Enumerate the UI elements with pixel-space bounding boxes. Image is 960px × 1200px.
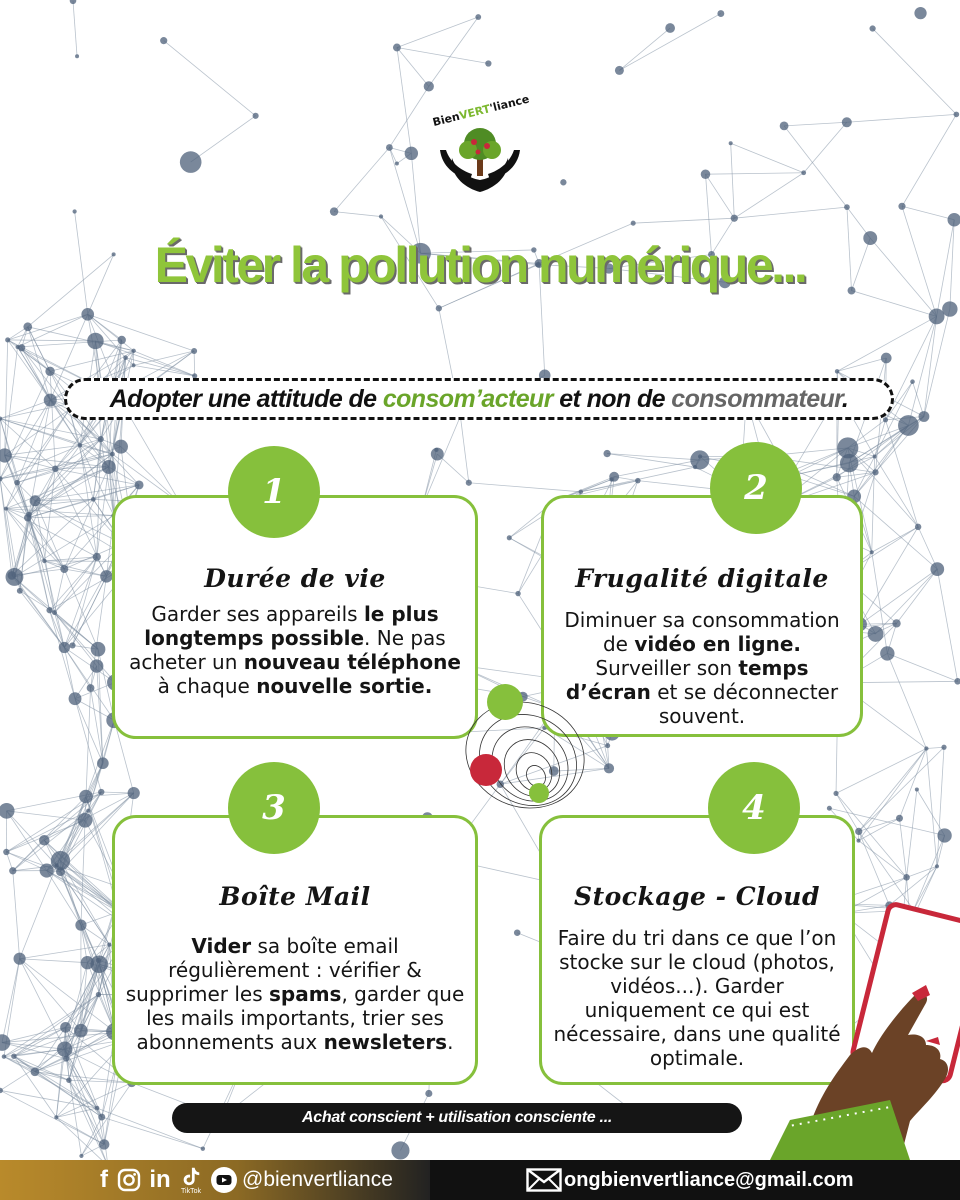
network-line (8, 340, 51, 400)
network-node (95, 1106, 100, 1111)
network-node (30, 495, 41, 506)
network-node (114, 440, 128, 454)
network-node (393, 44, 401, 52)
network-line (5, 455, 109, 467)
network-node (69, 642, 75, 648)
network-node (128, 787, 140, 799)
network-node (915, 524, 921, 530)
network-line (20, 865, 57, 958)
network-line (57, 865, 119, 911)
network-node (603, 450, 610, 457)
network-node (892, 619, 900, 627)
network-line (902, 206, 954, 219)
network-node (855, 828, 862, 835)
network-node (0, 803, 15, 819)
network-node (102, 460, 116, 474)
network-line (397, 47, 411, 153)
network-node (729, 141, 733, 145)
network-node (87, 684, 95, 692)
card-body-text: Faire du tri dans ce que l’on stocke sur le cloud (photos, vidéos...). Garder uniquement ce qui est nécessaire, dans une qualité optimale. (553, 926, 841, 1070)
network-node (615, 66, 624, 75)
network-node (91, 642, 106, 657)
network-node (870, 550, 874, 554)
network-node (57, 1041, 72, 1056)
network-line (852, 291, 937, 317)
network-node (0, 476, 3, 481)
network-node (97, 757, 109, 769)
network-line (2, 1043, 65, 1050)
network-node (717, 10, 724, 17)
network-node (98, 1114, 105, 1121)
network-line (6, 509, 114, 516)
network-node (903, 874, 910, 881)
network-node (201, 1146, 205, 1150)
network-line (334, 212, 381, 217)
network-node (96, 992, 101, 997)
card-body (125, 934, 465, 1054)
network-line (164, 41, 256, 116)
youtube-icon[interactable] (210, 1166, 238, 1194)
network-node (96, 958, 101, 963)
network-node (46, 607, 52, 613)
network-node (954, 678, 960, 685)
network-node (14, 480, 20, 486)
network-line (614, 460, 700, 477)
network-node (605, 743, 610, 748)
network-line (194, 351, 195, 376)
network-line (469, 483, 581, 492)
card-body-bold: Vider (191, 934, 252, 958)
network-node (935, 864, 939, 868)
network-node (701, 169, 711, 179)
network-line (334, 147, 389, 211)
network-node (579, 490, 583, 494)
page-title: Éviter la pollution numérique... (154, 237, 806, 293)
network-node (9, 867, 16, 874)
network-node (42, 559, 46, 563)
network-line (907, 790, 917, 878)
network-node (99, 1139, 109, 1149)
network-node (910, 379, 915, 384)
network-node (930, 562, 944, 576)
network-node (954, 112, 960, 118)
network-node (39, 835, 50, 846)
card-body-bold: le plus longtemps possible (144, 602, 439, 650)
card-body-bold: nouvelle sortie. (256, 674, 433, 698)
network-line (734, 207, 847, 218)
network-line (66, 1059, 108, 1166)
card-body (125, 602, 465, 698)
network-node (780, 121, 789, 130)
network-node (18, 344, 25, 351)
network-node (40, 863, 54, 877)
network-node (118, 336, 126, 344)
network-node (837, 437, 858, 458)
network-node (87, 333, 103, 349)
network-node (86, 809, 90, 813)
network-line (886, 420, 919, 527)
network-line (899, 748, 926, 818)
card-number-badge: 4 (708, 762, 800, 854)
network-node (81, 308, 94, 321)
network-node (66, 1078, 71, 1083)
network-node (868, 626, 884, 642)
network-node (919, 411, 930, 422)
network-node (609, 472, 619, 482)
network-node (827, 806, 832, 811)
network-node (857, 839, 861, 843)
tiktok-label: TikTok (181, 1188, 201, 1195)
network-line (5, 410, 70, 456)
network-line (633, 218, 734, 223)
network-node (915, 787, 919, 791)
network-node (929, 309, 945, 325)
network-line (460, 416, 468, 483)
network-node (100, 570, 112, 582)
network-node (98, 789, 104, 795)
network-node (466, 480, 472, 486)
card-body-text: . Ne pas acheter un (129, 626, 446, 674)
facebook-icon[interactable]: f (100, 1166, 108, 1193)
decorative-rings (450, 680, 600, 820)
network-node (434, 448, 438, 452)
network-line (81, 820, 85, 925)
network-node (330, 207, 338, 215)
network-line (937, 569, 957, 681)
card-number-badge: 3 (228, 762, 320, 854)
card-boite-mail (112, 815, 478, 1085)
social-handle[interactable]: @bienvertliance (242, 1168, 393, 1191)
network-node (51, 851, 70, 870)
network-node (941, 745, 946, 750)
network-node (74, 1024, 88, 1038)
network-line (875, 456, 918, 526)
network-node (485, 60, 491, 66)
network-line (73, 1, 77, 56)
network-line (86, 688, 91, 796)
network-line (191, 116, 256, 162)
network-line (429, 17, 478, 86)
network-node (54, 863, 58, 867)
network-node (395, 162, 399, 166)
network-node (635, 478, 641, 484)
network-node (436, 305, 442, 311)
card-body-text: à chaque (157, 674, 257, 698)
network-line (50, 610, 75, 699)
card-title: Frugalité digitale (575, 564, 829, 593)
tiktok-icon[interactable] (180, 1165, 202, 1187)
network-node (14, 953, 26, 965)
network-node (914, 7, 926, 19)
network-node (8, 571, 17, 580)
network-line (619, 28, 670, 70)
network-node (604, 763, 614, 773)
network-node (898, 203, 905, 210)
network-node (191, 348, 197, 354)
network-node (52, 466, 58, 472)
network-line (873, 29, 957, 115)
network-node (425, 1090, 432, 1097)
network-node (131, 349, 135, 353)
network-node (75, 920, 86, 931)
network-line (902, 114, 956, 206)
network-line (924, 309, 950, 416)
network-node (690, 450, 709, 469)
network-node (79, 1154, 83, 1158)
network-node (665, 23, 675, 33)
network-node (631, 221, 636, 226)
network-node (801, 170, 806, 175)
instagram-icon[interactable] (117, 1168, 141, 1192)
network-line (860, 569, 937, 624)
card-body-text: Surveiller son (595, 656, 739, 680)
network-node (883, 417, 888, 422)
network-node (31, 1067, 40, 1076)
network-line (0, 419, 28, 518)
network-line (731, 143, 735, 218)
network-line (897, 569, 938, 623)
network-node (45, 367, 54, 376)
card-body-bold: spams (269, 982, 342, 1006)
network-line (8, 314, 88, 340)
network-line (65, 1049, 104, 1144)
network-line (64, 569, 98, 649)
network-line (607, 454, 695, 468)
network-line (899, 818, 906, 877)
network-line (705, 174, 734, 218)
network-line (784, 122, 847, 126)
network-node (942, 301, 957, 316)
subtitle-banner (64, 378, 894, 420)
envelope-icon (526, 1168, 562, 1192)
logo-text-2: 'liance (488, 92, 531, 115)
card-body-text: et se déconnecter souvent. (650, 680, 839, 728)
network-line (734, 173, 803, 218)
network-node (98, 436, 104, 442)
network-node (180, 151, 202, 173)
network-line (836, 748, 926, 793)
network-node (424, 81, 434, 91)
network-node (44, 394, 57, 407)
network-node (91, 497, 96, 502)
subtitle-part2: et non de (552, 385, 672, 413)
footer-tagline: Achat conscient + utilisation consciente ... (172, 1103, 742, 1133)
network-node (73, 209, 77, 213)
network-line (887, 653, 957, 681)
contact-email[interactable]: ongbienvertliance@gmail.com (564, 1169, 854, 1191)
network-line (397, 47, 488, 63)
card-body-text: Garder ses appareils (151, 602, 364, 626)
network-node (135, 480, 144, 489)
network-line (57, 763, 103, 865)
network-node (78, 443, 82, 447)
network-node (5, 337, 10, 342)
card-title: Durée de vie (204, 564, 386, 593)
network-node (11, 1053, 16, 1058)
network-node (131, 363, 135, 367)
network-node (948, 213, 960, 226)
network-node (78, 813, 93, 828)
logo-text-1: Bien (431, 109, 462, 130)
network-node (475, 14, 481, 20)
network-node (93, 553, 101, 561)
network-line (731, 143, 804, 173)
card-body-text: sa boîte email régulièrement : vérifier & supprimer les (125, 934, 422, 1006)
network-node (69, 692, 82, 705)
network-line (854, 496, 937, 569)
network-node (872, 469, 878, 475)
hand-phone-illustration (740, 895, 960, 1160)
network-node (844, 204, 850, 210)
network-node (842, 117, 852, 127)
network-node (869, 25, 875, 31)
network-node (79, 790, 93, 804)
subtitle-green: consom’acteur (382, 385, 553, 413)
network-line (705, 173, 803, 174)
network-line (126, 358, 195, 376)
network-node (924, 746, 928, 750)
network-node (386, 144, 393, 151)
network-node (405, 147, 418, 160)
card-title: Boîte Mail (219, 882, 371, 911)
network-node (60, 565, 68, 573)
card-title: Stockage - Cloud (574, 882, 820, 911)
network-line (0, 419, 80, 446)
network-line (847, 114, 957, 122)
network-line (918, 527, 937, 569)
network-node (731, 215, 738, 222)
network-line (924, 316, 937, 416)
network-node (4, 507, 8, 511)
card-body-bold: nouveau téléphone (243, 650, 461, 674)
network-line (908, 316, 936, 425)
network-line (397, 17, 478, 47)
network-node (81, 956, 94, 969)
network-node (0, 1034, 10, 1051)
network-line (926, 747, 944, 748)
network-line (28, 516, 114, 518)
network-node (24, 514, 31, 521)
network-node (107, 942, 111, 946)
logo-text-accent: VERT (457, 102, 492, 123)
network-node (514, 929, 521, 936)
network-line (2, 959, 20, 1043)
network-node (881, 353, 892, 364)
network-node (253, 113, 259, 119)
network-node (52, 610, 57, 615)
network-node (937, 828, 951, 842)
network-line (804, 122, 847, 172)
network-line (872, 527, 918, 552)
network-line (0, 1090, 104, 1144)
network-node (560, 179, 566, 185)
network-node (59, 642, 70, 653)
network-node (123, 355, 128, 360)
network-line (13, 871, 20, 959)
network-node (3, 849, 9, 855)
network-node (507, 535, 512, 540)
card-number-badge: 2 (710, 442, 802, 534)
network-node (75, 54, 79, 58)
network-node (880, 646, 894, 660)
network-line (784, 126, 847, 207)
card-body-bold: newsleters (323, 1030, 448, 1054)
card-body-text: Diminuer sa consommation de (564, 608, 840, 656)
network-node (835, 369, 840, 374)
subtitle-end: . (841, 385, 849, 413)
network-node (160, 37, 167, 44)
network-line (937, 747, 944, 866)
network-node (391, 1141, 409, 1159)
network-node (70, 0, 77, 4)
network-node (63, 1056, 69, 1062)
network-node (379, 214, 383, 218)
card-body-bold: vidéo en ligne. (634, 632, 802, 656)
network-node (896, 815, 903, 822)
subtitle-part1: Adopter une attitude de (109, 385, 383, 413)
network-node (60, 1022, 71, 1033)
network-line (14, 518, 27, 577)
subtitle-grey: consommateur (671, 385, 842, 413)
network-line (837, 358, 886, 371)
network-line (20, 959, 88, 963)
network-line (14, 994, 99, 1056)
network-node (833, 473, 841, 481)
network-node (17, 588, 23, 594)
card-body-text: , garder que les mails importants, trier ses abonnements aux (136, 982, 465, 1054)
network-line (7, 811, 57, 866)
network-node (90, 659, 103, 672)
network-node (110, 452, 115, 457)
network-line (5, 347, 18, 455)
card-body-text: . (447, 1030, 454, 1054)
card-body-bold: temps d’écran (565, 656, 809, 704)
network-node (2, 1054, 6, 1058)
linkedin-icon[interactable]: in (149, 1166, 171, 1193)
network-node (515, 591, 520, 596)
network-line (607, 454, 700, 460)
network-line (859, 841, 907, 878)
network-node (833, 791, 838, 796)
network-node (23, 322, 32, 331)
network-node (54, 1115, 58, 1119)
network-node (873, 454, 877, 458)
network-node (898, 415, 919, 436)
network-line (619, 14, 720, 71)
card-number-badge: 1 (228, 446, 320, 538)
